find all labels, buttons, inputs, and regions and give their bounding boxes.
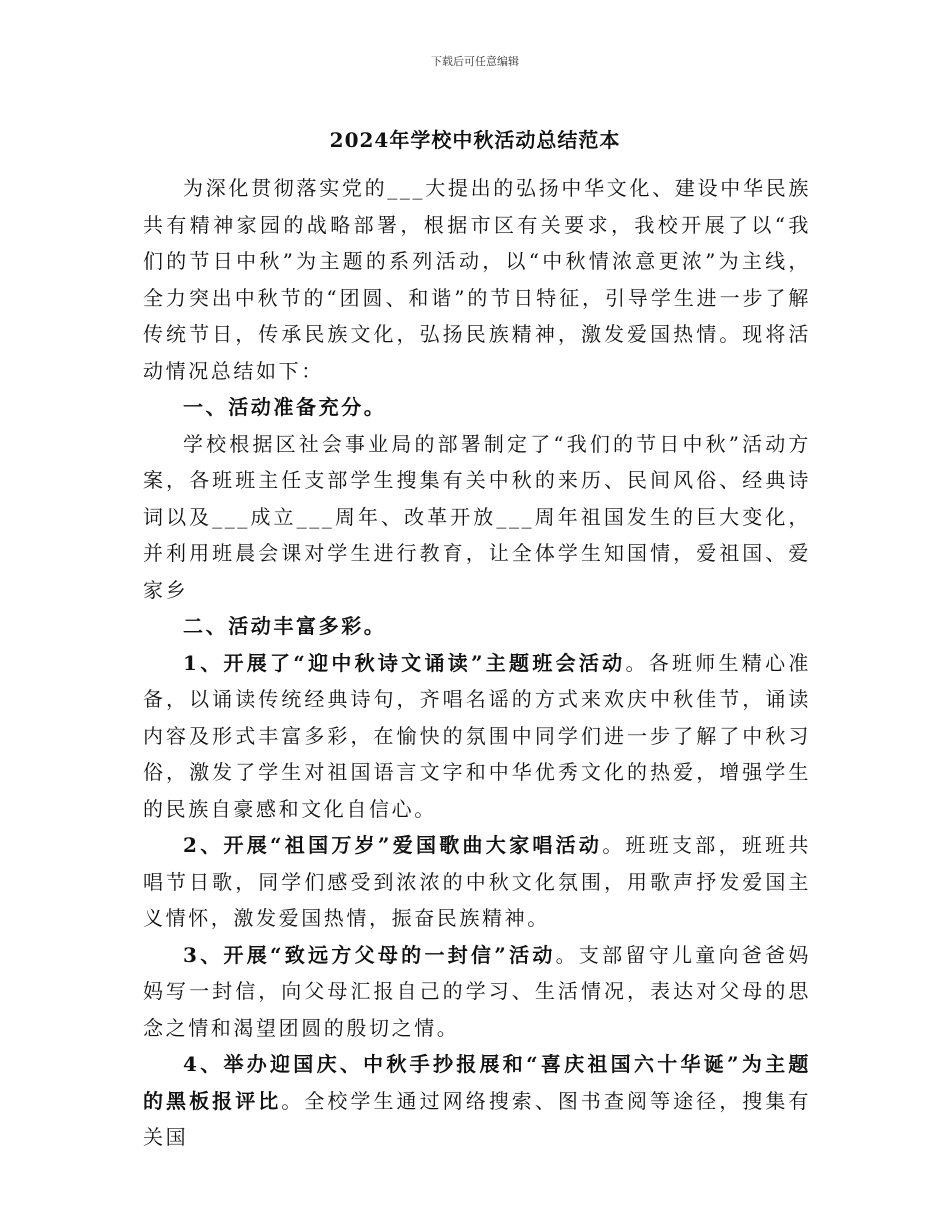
section-1-paragraph: 学校根据区社会事业局的部署制定了“我们的节日中秋”活动方案，各班班主任支部学生搜集有关中秋的来历、民间风俗、经典诗词以及___成立___周年、改革开放___周年祖国发生的巨大变化，并利用班晨会课对学生进行教育，让全体学生知国情，爱祖国、爱家乡 xyxy=(143,431,811,602)
section-2-heading: 二、活动丰富多彩。 xyxy=(183,614,387,638)
activity-item-1 xyxy=(143,645,811,828)
intro-paragraph: 为深化贯彻落实党的___大提出的弘扬中华文化、建设中华民族共有精神家园的战略部署，根据市区有关要求，我校开展了以“我们的节日中秋”为主题的系列活动，以“中秋情浓意更浓”为主线，全力突出中秋节的“团圆、和谐”的节日特征，引导学生进一步了解传统节日，传承民族文化，弘扬民族精神，激发爱国热情。现将活动情况总结如下： xyxy=(143,176,811,383)
activity-item-2-text: 。班班支部，班班共唱节日歌，同学们感受到浓浓的中秋文化氛围，用歌声抒发爱国主义情怀，激发爱国热情，振奋民族精神。 xyxy=(143,833,811,930)
activity-item-3-text: 。支部留守儿童向爸爸妈妈写一封信，向父母汇报自己的学习、生活情况，表达对父母的思念之情和渴望团圆的殷切之情。 xyxy=(143,942,811,1040)
activity-item-4-lead: 4、举办迎国庆、中秋手抄报展和“喜庆祖国六十华诞”为主题的黑板报评比 xyxy=(143,1052,811,1113)
document-body xyxy=(143,170,811,1156)
section-1-heading: 一、活动准备充分。 xyxy=(183,395,387,419)
activity-item-3 xyxy=(143,937,811,1047)
activity-item-4 xyxy=(143,1046,811,1156)
activity-item-3-lead: 3、开展“致远方父母的一封信”活动 xyxy=(183,942,556,967)
activity-item-2-lead: 2、开展“祖国万岁”爱国歌曲大家唱活动 xyxy=(183,833,603,857)
page-header-note: 下载后可任意编辑 xyxy=(431,55,519,68)
activity-item-2 xyxy=(143,827,811,937)
activity-item-1-lead: 1、开展了“迎中秋诗文诵读”主题班会活动 xyxy=(183,650,626,675)
activity-item-4-text: 。全校学生通过网络搜索、图书查阅等途径，搜集有关国 xyxy=(143,1088,811,1149)
document-title: 2024年学校中秋活动总结范本 xyxy=(329,128,621,152)
activity-item-1-text: 。各班师生精心准备，以诵读传统经典诗句，齐唱名谣的方式来欢庆中秋佳节，诵读内容及形式丰富多彩，在愉快的氛围中同学们进一步了解了中秋习俗，激发了学生对祖国语言文字和中华优秀文化的热爱，增强学生的民族自豪感和文化自信心。 xyxy=(143,650,811,821)
